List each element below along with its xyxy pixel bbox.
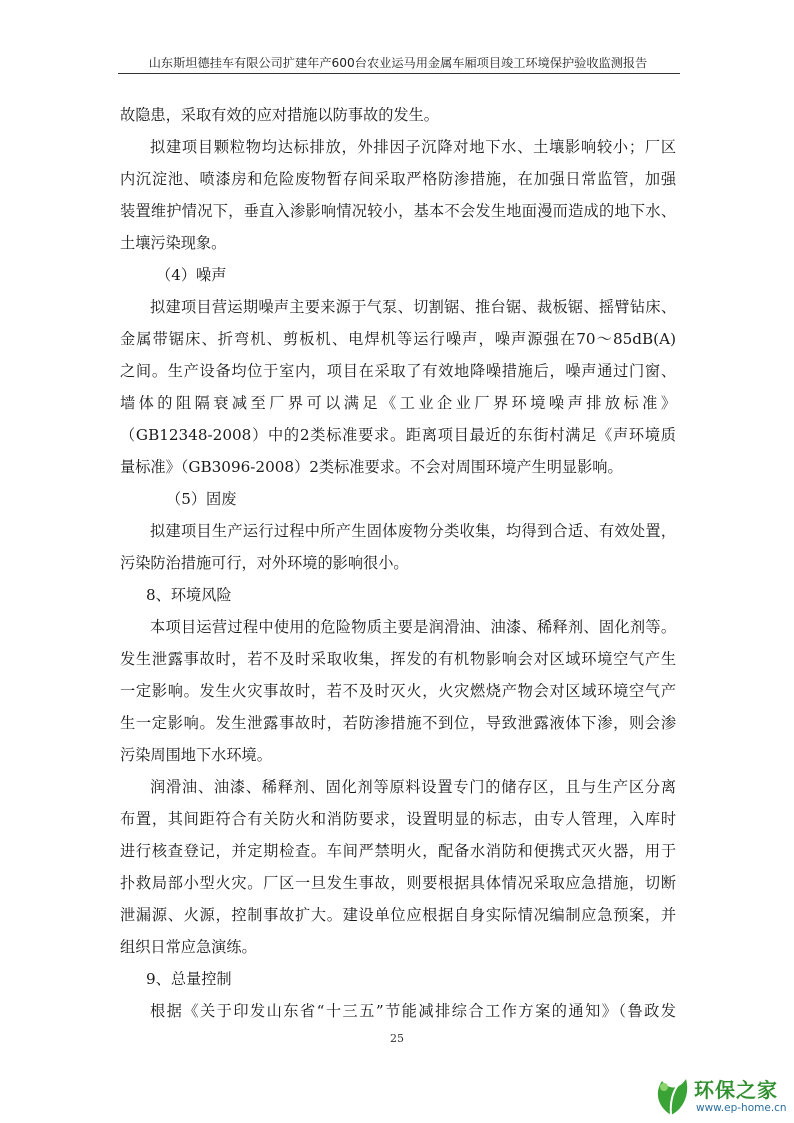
body-text-line: 墙体的阻隔衰减至厂界可以满足《工业企业厂界环境噪声排放标准》 <box>120 394 676 412</box>
body-text-line: 布置，其间距符合有关防火和消防要求，设置明显的标志，由专人管理，入库时 <box>120 810 676 828</box>
body-text-line: 量标准》（GB3096-2008）2类标准要求。不会对周围环境产生明显影响。 <box>120 458 623 476</box>
section-heading: 8、环境风险 <box>146 586 232 604</box>
body-text-line: 故隐患，采取有效的应对措施以防事故的发生。 <box>120 106 439 124</box>
body-text-line: 生一定影响。发生泄露事故时，若防渗措施不到位，导致泄露液体下渗，则会渗 <box>120 714 676 732</box>
watermark-title: 环保之家 <box>694 1078 778 1102</box>
leaf-logo-icon <box>652 1073 690 1117</box>
section-heading: （5）固废 <box>166 490 237 508</box>
section-heading: 9、总量控制 <box>146 970 232 988</box>
body-text-line: 一定影响。发生火灾事故时，若不及时灭火，火灾燃烧产物会对区域环境空气产 <box>120 682 676 700</box>
body-text-line: 拟建项目颗粒物均达标排放，外排因子沉降对地下水、土壤影响较小；厂区 <box>150 138 676 156</box>
document-body <box>120 99 676 1027</box>
body-text-line: 根据《关于印发山东省“十三五”节能减排综合工作方案的通知》（鲁政发 <box>150 1002 676 1020</box>
section-heading: （4）噪声 <box>156 266 227 284</box>
body-text-line: 进行核查登记，并定期检查。车间严禁明火，配备水消防和便携式灭火器，用于 <box>120 842 676 860</box>
body-text-line: 本项目运营过程中使用的危险物质主要是润滑油、油漆、稀释剂、固化剂等。 <box>150 618 676 636</box>
body-text-line: 内沉淀池、喷漆房和危险废物暂存间采取严格防渗措施，在加强日常监管，加强 <box>120 170 676 188</box>
body-text-line: 扑救局部小型火灾。厂区一旦发生事故，则要根据具体情况采取应急措施，切断 <box>120 874 676 892</box>
body-text-line: 土壤污染现象。 <box>120 234 227 252</box>
body-text-line: 润滑油、油漆、稀释剂、固化剂等原料设置专门的储存区，且与生产区分离 <box>150 778 676 796</box>
header-divider <box>118 73 680 74</box>
body-text-line: 污染周围地下水环境。 <box>120 746 272 764</box>
body-text-line: 发生泄露事故时，若不及时采取收集，挥发的有机物影响会对区域环境空气产生 <box>120 650 676 668</box>
body-text-line: 组织日常应急演练。 <box>120 938 257 956</box>
body-text-line: 泄漏源、火源，控制事故扩大。建设单位应根据自身实际情况编制应急预案，并 <box>120 906 676 924</box>
body-text-line: 之间。生产设备均位于室内，项目在采取了有效地降噪措施后，噪声通过门窗、 <box>120 362 676 380</box>
body-text-line: 污染防治措施可行，对外环境的影响很小。 <box>120 554 409 572</box>
body-text-line: 金属带锯床、折弯机、剪板机、电焊机等运行噪声，噪声源强在70～85dB(A) <box>120 330 676 348</box>
page-number: 25 <box>390 1032 404 1045</box>
body-text-line: 拟建项目生产运行过程中所产生固体废物分类收集，均得到合适、有效处置， <box>150 522 676 540</box>
site-watermark[interactable] <box>652 1073 792 1119</box>
body-text-line: （GB12348-2008）中的2类标准要求。距离项目最近的东街村满足《声环境质 <box>120 426 676 444</box>
report-header-title: 山东斯坦德挂车有限公司扩建年产600台农业运马用金属车厢项目竣工环境保护验收监测报告 <box>148 56 648 70</box>
watermark-url[interactable]: www.ep-home.cn <box>696 1102 787 1114</box>
body-text-line: 装置维护情况下，垂直入渗影响情况较小，基本不会发生地面漫而造成的地下水、 <box>120 202 676 220</box>
body-text-line: 拟建项目营运期噪声主要来源于气泵、切割锯、推台锯、裁板锯、摇臂钻床、 <box>150 298 676 316</box>
